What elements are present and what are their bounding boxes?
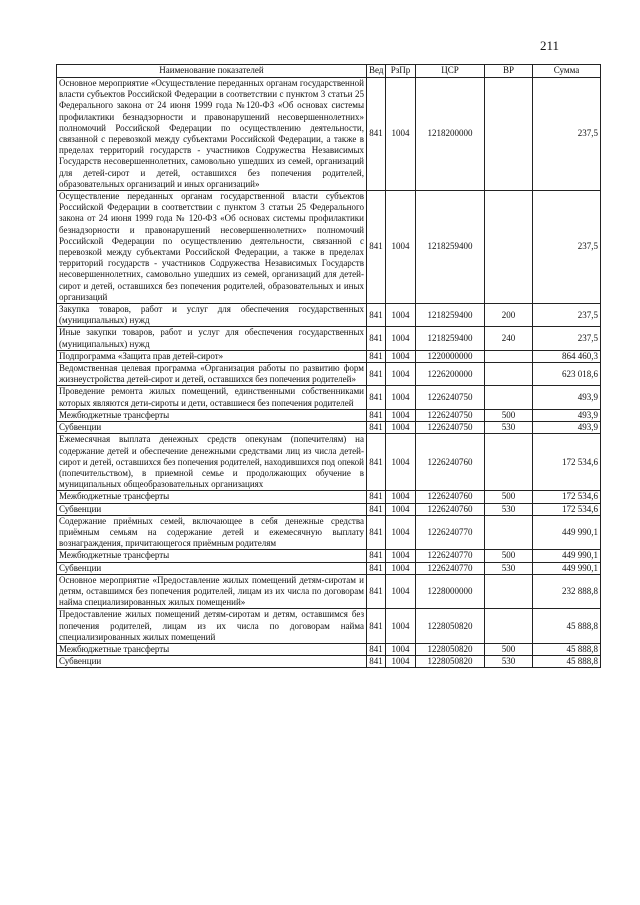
- cell-sum: 449 990,1: [533, 550, 601, 562]
- cell-csr: 1226240760: [416, 434, 485, 491]
- table-row: [57, 304, 601, 327]
- cell-csr: 1226240760: [416, 503, 485, 515]
- cell-csr: 1218259400: [416, 191, 485, 304]
- cell-name: Подпрограмма «Защита прав детей-сирот»: [57, 350, 367, 362]
- cell-sum: 45 888,8: [533, 609, 601, 644]
- table-row: [57, 574, 601, 609]
- cell-rzpr: 1004: [386, 503, 416, 515]
- cell-csr: 1226240770: [416, 562, 485, 574]
- cell-ved: 841: [367, 643, 386, 655]
- cell-ved: 841: [367, 386, 386, 409]
- cell-csr: 1226240760: [416, 491, 485, 503]
- cell-ved: 841: [367, 656, 386, 668]
- cell-ved: 841: [367, 409, 386, 421]
- cell-rzpr: 1004: [386, 386, 416, 409]
- cell-rzpr: 1004: [386, 78, 416, 191]
- cell-csr: 1226240770: [416, 550, 485, 562]
- cell-sum: 449 990,1: [533, 562, 601, 574]
- cell-rzpr: 1004: [386, 656, 416, 668]
- table-row: [57, 562, 601, 574]
- header-name: Наименование показателей: [57, 65, 367, 78]
- cell-sum: 172 534,6: [533, 503, 601, 515]
- cell-name: Проведение ремонта жилых помещений, единственными собственниками которых являются дети-сироты и дети, оставшиеся без попечения родителей: [57, 386, 367, 409]
- table-header-row: [57, 65, 601, 78]
- table-row: [57, 515, 601, 550]
- cell-name: Ведомственная целевая программа «Организация работы по развитию форм жизнеустройства детей-сирот и детей, оставшихся без попечения родителей»: [57, 363, 367, 386]
- cell-rzpr: 1004: [386, 350, 416, 362]
- page-number: 211: [540, 38, 560, 53]
- cell-csr: 1226240750: [416, 422, 485, 434]
- table-row: [57, 350, 601, 362]
- cell-vr: [485, 78, 533, 191]
- table-row: [57, 656, 601, 668]
- table-row: [57, 422, 601, 434]
- cell-vr: 530: [485, 503, 533, 515]
- table-row: [57, 491, 601, 503]
- cell-rzpr: 1004: [386, 550, 416, 562]
- cell-csr: 1226240750: [416, 409, 485, 421]
- cell-name: Основное мероприятие «Осуществление переданных органам государственной власти субъектов Российской Федерации в соответствии с пунктом 3 статьи 25 Федерального закона от 24 июня 1999 года №120-ФЗ «Об основах системы профилактики безнадзорности и правонарушений несовершеннолетних» полномочий Российской Федерации по осуществлению деятельности, связанной с перевозкой между субъектами Российской Федерации, а также в пределах территорий государств - участников Содружества Независимых Государств несовершеннолетних, самовольно ушедших из семей, организаций для детей-сирот и детей, оставшихся без попечения родителей, образовательных организаций и иных организаций»: [57, 78, 367, 191]
- cell-csr: 1218259400: [416, 327, 485, 350]
- cell-ved: 841: [367, 550, 386, 562]
- table-row: [57, 327, 601, 350]
- cell-vr: 240: [485, 327, 533, 350]
- cell-ved: 841: [367, 609, 386, 644]
- cell-rzpr: 1004: [386, 434, 416, 491]
- cell-csr: 1226240770: [416, 515, 485, 550]
- table-body: [57, 78, 601, 668]
- cell-rzpr: 1004: [386, 304, 416, 327]
- cell-rzpr: 1004: [386, 609, 416, 644]
- cell-rzpr: 1004: [386, 562, 416, 574]
- cell-ved: 841: [367, 491, 386, 503]
- cell-name: Ежемесячная выплата денежных средств опекунам (попечителям) на содержание детей и обеспечение денежными средствами лиц из числа детей-сирот и детей, оставшихся без попечения родителей, находившихся под опекой (попечительством), в приемной семье и продолжающих обучение в муниципальных общеобразовательных организациях: [57, 434, 367, 491]
- cell-rzpr: 1004: [386, 515, 416, 550]
- cell-sum: 45 888,8: [533, 643, 601, 655]
- cell-vr: [485, 386, 533, 409]
- cell-vr: 530: [485, 656, 533, 668]
- cell-vr: 500: [485, 643, 533, 655]
- cell-name: Осуществление переданных органам государственной власти субъектов Российской Федерации в соответствии с пунктом 3 статьи 25 Федерального закона от 24 июня 1999 года № 120-ФЗ «Об основах системы профилактики безнадзорности и правонарушений несовершеннолетних» полномочий Российской Федерации по осуществлению деятельности, связанной с перевозкой между субъектами Российской Федерации, а также в пределах территорий государств - участников Содружества Независимых Государств несовершеннолетних, самовольно ушедших из семей, организаций для детей-сирот и детей, оставшихся без попечения родителей, образовательных и иных организаций: [57, 191, 367, 304]
- budget-table: [56, 64, 601, 668]
- cell-sum: 864 460,3: [533, 350, 601, 362]
- cell-name: Иные закупки товаров, работ и услуг для обеспечения государственных (муниципальных) нужд: [57, 327, 367, 350]
- table-row: [57, 409, 601, 421]
- cell-csr: 1218259400: [416, 304, 485, 327]
- cell-sum: 493,9: [533, 422, 601, 434]
- cell-ved: 841: [367, 515, 386, 550]
- header-csr: ЦСР: [416, 65, 485, 78]
- cell-ved: 841: [367, 304, 386, 327]
- cell-vr: 500: [485, 409, 533, 421]
- cell-sum: 172 534,6: [533, 491, 601, 503]
- cell-name: Межбюджетные трансферты: [57, 491, 367, 503]
- cell-rzpr: 1004: [386, 191, 416, 304]
- cell-name: Межбюджетные трансферты: [57, 409, 367, 421]
- table-row: [57, 503, 601, 515]
- cell-sum: 623 018,6: [533, 363, 601, 386]
- cell-ved: 841: [367, 363, 386, 386]
- table-row: [57, 78, 601, 191]
- cell-csr: 1228000000: [416, 574, 485, 609]
- cell-sum: 237,5: [533, 304, 601, 327]
- cell-rzpr: 1004: [386, 422, 416, 434]
- table-row: [57, 550, 601, 562]
- cell-ved: 841: [367, 78, 386, 191]
- cell-ved: 841: [367, 562, 386, 574]
- cell-rzpr: 1004: [386, 491, 416, 503]
- cell-vr: [485, 191, 533, 304]
- cell-sum: 45 888,8: [533, 656, 601, 668]
- cell-sum: 237,5: [533, 78, 601, 191]
- table-row: [57, 386, 601, 409]
- cell-name: Содержание приёмных семей, включающее в себя денежные средства приёмным семьям на содержание детей и ежемесячную выплату вознаграждения, причитающегося приёмным родителям: [57, 515, 367, 550]
- cell-name: Закупка товаров, работ и услуг для обеспечения государственных (муниципальных) нужд: [57, 304, 367, 327]
- header-vr: ВР: [485, 65, 533, 78]
- cell-sum: 449 990,1: [533, 515, 601, 550]
- cell-sum: 232 888,8: [533, 574, 601, 609]
- cell-ved: 841: [367, 434, 386, 491]
- cell-csr: 1226240750: [416, 386, 485, 409]
- cell-ved: 841: [367, 422, 386, 434]
- cell-vr: [485, 515, 533, 550]
- table-row: [57, 363, 601, 386]
- cell-rzpr: 1004: [386, 363, 416, 386]
- header-rzpr: РзПр: [386, 65, 416, 78]
- cell-csr: 1220000000: [416, 350, 485, 362]
- cell-vr: 500: [485, 550, 533, 562]
- cell-name: Межбюджетные трансферты: [57, 550, 367, 562]
- cell-name: Межбюджетные трансферты: [57, 643, 367, 655]
- cell-ved: 841: [367, 574, 386, 609]
- cell-csr: 1228050820: [416, 609, 485, 644]
- cell-csr: 1228050820: [416, 656, 485, 668]
- cell-rzpr: 1004: [386, 574, 416, 609]
- cell-name: Предоставление жилых помещений детям-сиротам и детям, оставшимся без попечения родителей, лицам из их числа по договорам найма специализированных жилых помещений: [57, 609, 367, 644]
- cell-vr: [485, 574, 533, 609]
- cell-vr: [485, 434, 533, 491]
- cell-name: Субвенции: [57, 562, 367, 574]
- header-ved: Вед: [367, 65, 386, 78]
- cell-csr: 1226200000: [416, 363, 485, 386]
- cell-vr: 500: [485, 491, 533, 503]
- table-row: [57, 643, 601, 655]
- cell-rzpr: 1004: [386, 643, 416, 655]
- cell-sum: 493,9: [533, 386, 601, 409]
- cell-vr: 200: [485, 304, 533, 327]
- cell-vr: [485, 609, 533, 644]
- table-row: [57, 434, 601, 491]
- cell-name: Субвенции: [57, 656, 367, 668]
- cell-ved: 841: [367, 191, 386, 304]
- cell-vr: 530: [485, 562, 533, 574]
- table-row: [57, 191, 601, 304]
- table-row: [57, 609, 601, 644]
- cell-vr: [485, 363, 533, 386]
- cell-name: Субвенции: [57, 422, 367, 434]
- cell-csr: 1218200000: [416, 78, 485, 191]
- cell-vr: 530: [485, 422, 533, 434]
- cell-name: Основное мероприятие «Предоставление жилых помещений детям-сиротам и детям, оставшимся без попечения родителей, лицам из их числа по договорам найма специализированных жилых помещений»: [57, 574, 367, 609]
- header-sum: Сумма: [533, 65, 601, 78]
- cell-ved: 841: [367, 350, 386, 362]
- cell-ved: 841: [367, 327, 386, 350]
- cell-vr: [485, 350, 533, 362]
- cell-rzpr: 1004: [386, 327, 416, 350]
- cell-name: Субвенции: [57, 503, 367, 515]
- cell-ved: 841: [367, 503, 386, 515]
- cell-sum: 493,9: [533, 409, 601, 421]
- cell-sum: 237,5: [533, 191, 601, 304]
- cell-rzpr: 1004: [386, 409, 416, 421]
- cell-csr: 1228050820: [416, 643, 485, 655]
- cell-sum: 237,5: [533, 327, 601, 350]
- cell-sum: 172 534,6: [533, 434, 601, 491]
